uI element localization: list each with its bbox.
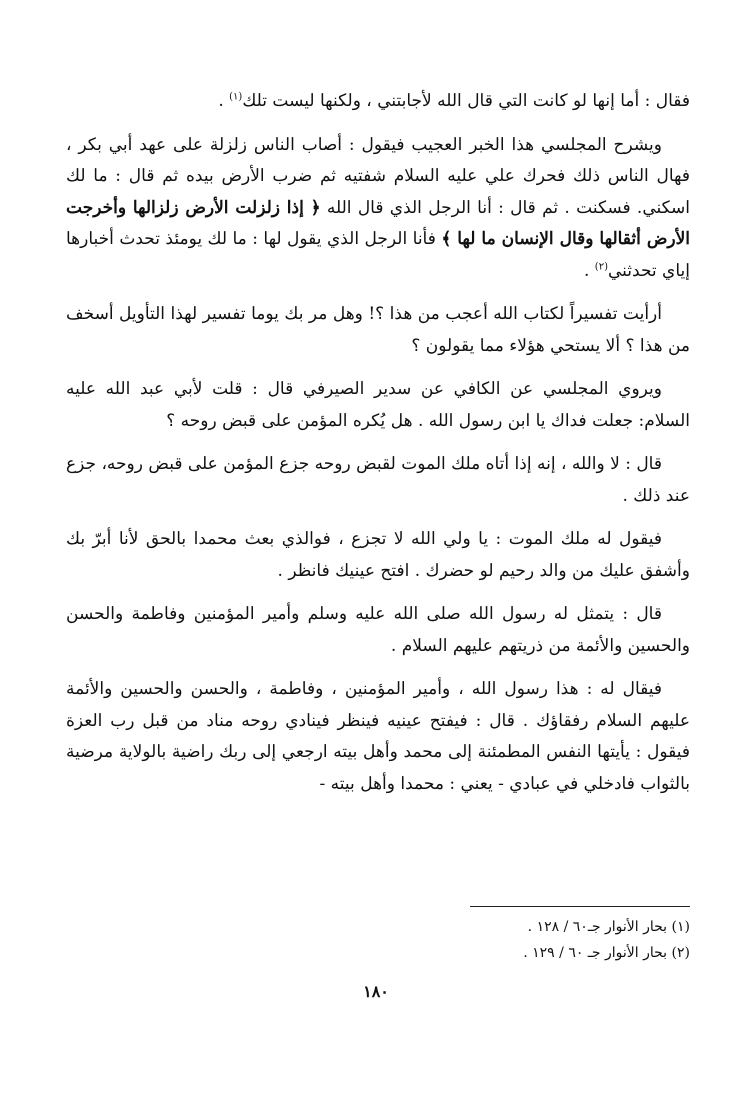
paragraph-5: قال : لا والله ، إنه إذا أتاه ملك الموت لقبض روحه جزع المؤمن على قبض روحه، جزع عند ذلك .	[66, 454, 690, 506]
paragraph-8: فيقال له : هذا رسول الله ، وأمير المؤمنين ، وفاطمة ، والحسن والحسين والأئمة عليهم السلام رفقاؤك . قال : فيفتح عينيه فينظر فينادي روحه مناد من قبل رب العزة فيقول : يأيتها النفس المطمئنة إلى محمد وأهل بيته ارجعي إلى ربك راضية بالولاية مرضية بالثواب فادخلي في عبادي - يعني : محمدا وأهل بيته -	[66, 679, 690, 794]
paragraph-6: فيقول له ملك الموت : يا ولي الله لا تجزع ، فوالذي بعث محمدا بالحق لأنا أبرّ بك وأشفق عليك من والد رحيم لو حضرك . افتح عينيك فانظر .	[66, 529, 690, 581]
paragraph-7: قال : يتمثل له رسول الله صلى الله عليه وسلم وأمير المؤمنين وفاطمة والحسن والحسين والأئمة من ذريتهم عليهم السلام .	[66, 604, 690, 656]
quran-verse: ﴿ إذا زلزلت الأرض زلزالها وأخرجت الأرض أثقالها وقال الإنسان ما لها ﴾	[66, 197, 690, 249]
page-number: ١٨٠	[363, 982, 389, 1001]
footnote-1: (١) بحار الأنوار جـ٦٠ / ١٢٨ .	[527, 919, 690, 935]
footnote-ref-1: (١)	[229, 91, 243, 103]
paragraph-1: فقال : أما إنها لو كانت التي قال الله لأجابتني ، ولكنها ليست تلك$^{(١)}$ .	[218, 91, 690, 111]
footnotes	[300, 914, 690, 966]
footnote-2: (٢) بحار الأنوار جـ ٦٠ / ١٢٩ .	[523, 945, 690, 961]
footnote-ref-2: (٢)	[594, 260, 608, 272]
body-text	[66, 86, 690, 812]
paragraph-3: أرأيت تفسيراً لكتاب الله أعجب من هذا ؟! وهل مر بك يوما تفسير لهذا التأويل أسخف من هذا ؟ ألا يستحي هؤلاء مما يقولون ؟	[66, 304, 690, 356]
paragraph-4: ويروي المجلسي عن الكافي عن سدير الصيرفي قال : قلت لأبي عبد الله عليه السلام: جعلت فداك يا ابن رسول الله . هل يُكره المؤمن على قبض روحه ؟	[66, 379, 690, 431]
paragraph-2: ويشرح المجلسي هذا الخبر العجيب فيقول : أصاب الناس زلزلة على عهد أبي بكر ، فهال الناس ذلك فحرك علي عليه السلام شفتيه ثم ضرب الأرض بيده ثم قال : ما لك اسكني. فسكنت . ثم قال : أنا الرجل الذي قال الله ﴿ إذا زلزلت الأرض زلزالها وأخرجت الأرض أثقالها وقال الإنسان ما لها ﴾ فأنا الرجل الذي يقول لها : ما لك يومئذ تحدث أخبارها إياي تحدثني$^{(٢)}$ .	[66, 134, 690, 281]
footnote-divider	[470, 906, 690, 907]
